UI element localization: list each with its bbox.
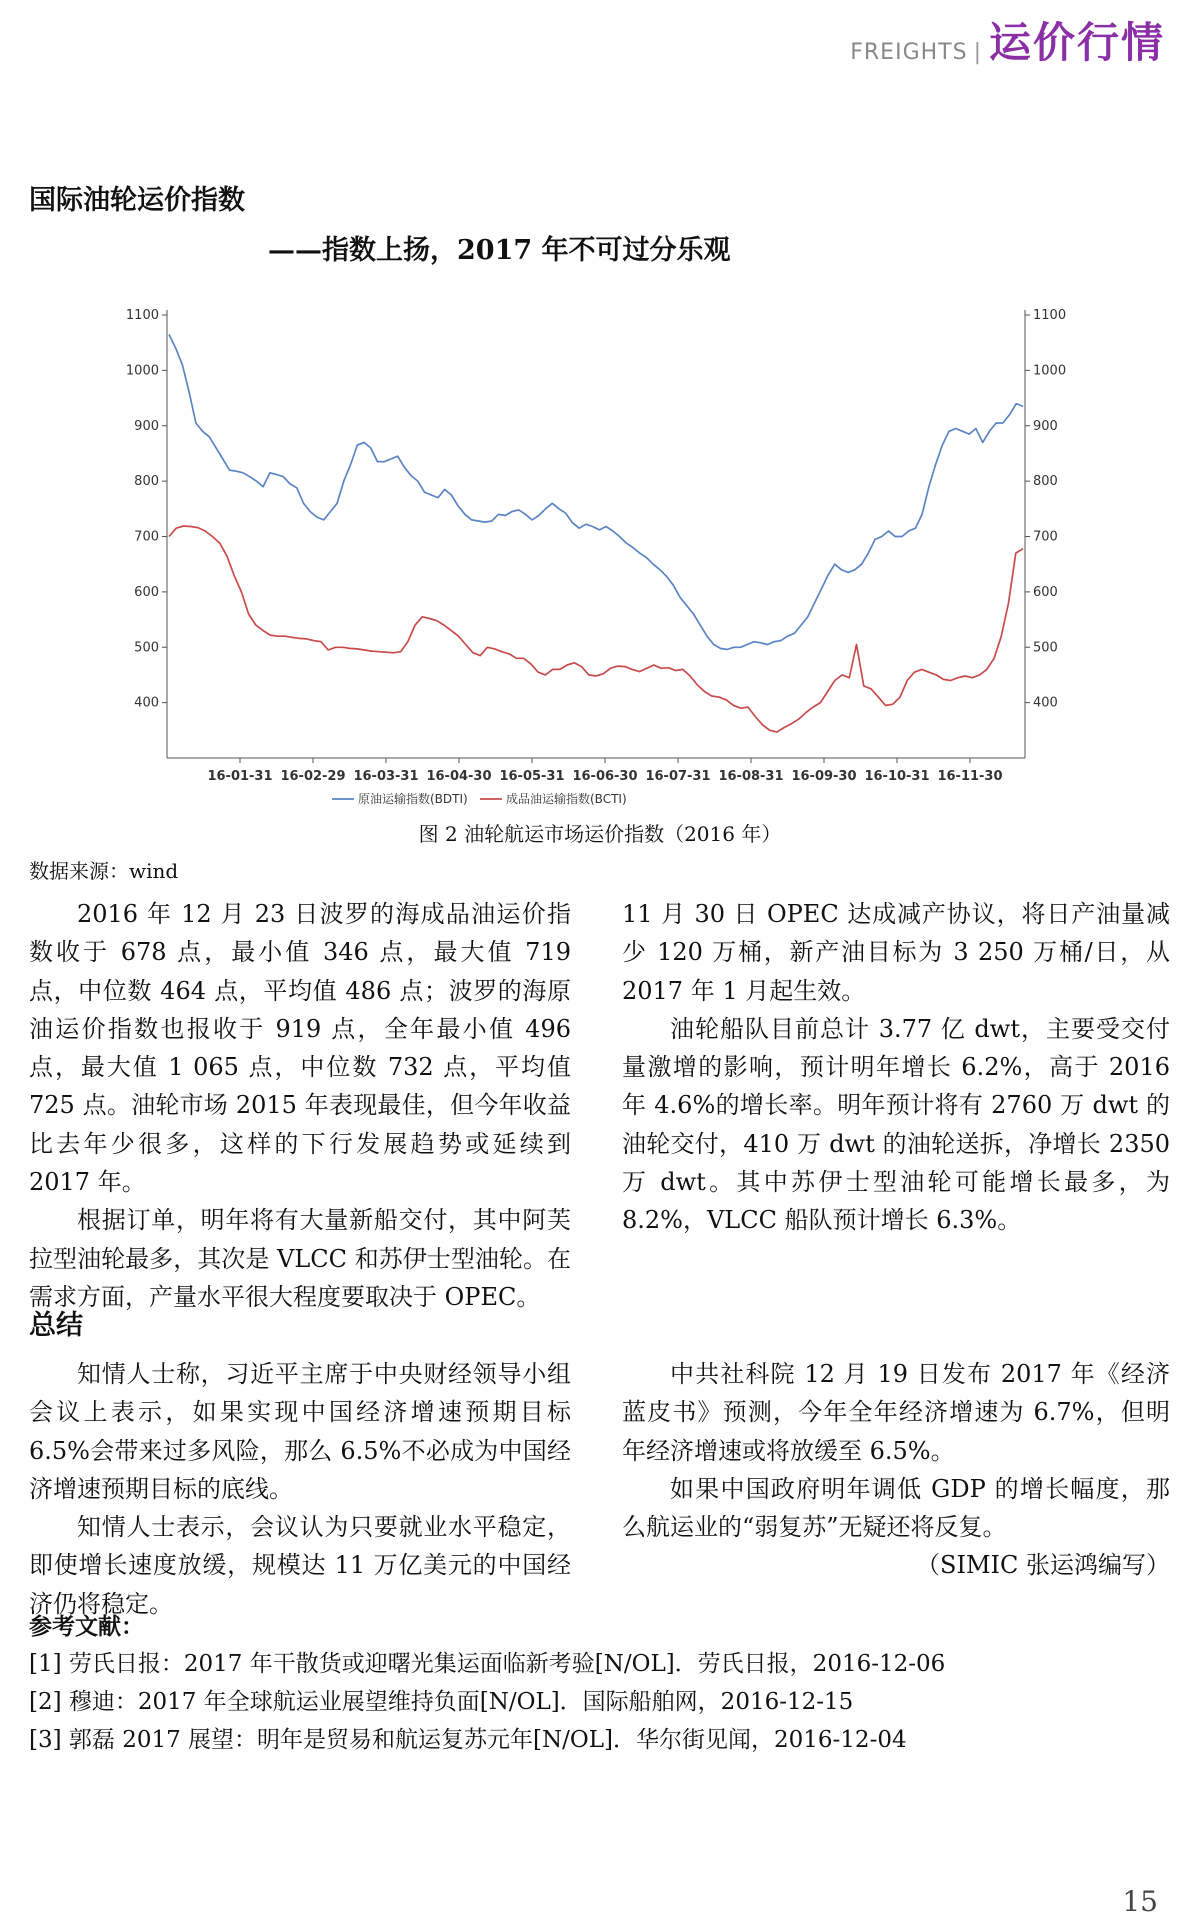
section-title-summary: 总结 <box>29 1310 83 1341</box>
paragraph: 中共社科院 12 月 19 日发布 2017 年《经济蓝皮书》预测，今年全年经济增速为 6.7%，但明年经济增速或将放缓至 6.5%。 <box>622 1360 1170 1465</box>
x-tick-label: 16-02-29 <box>280 769 346 784</box>
y-tick-label-right: 600 <box>1033 584 1058 600</box>
y-tick-label-left: 400 <box>134 695 159 711</box>
series-line-bdti <box>169 334 1023 649</box>
section1-right-column <box>622 895 1170 1240</box>
section-title-tanker-index: 国际油轮运价指数 <box>29 185 245 216</box>
x-tick-label: 16-06-30 <box>572 769 638 784</box>
x-tick-label: 16-01-31 <box>207 769 273 784</box>
paragraph: 知情人士称，习近平主席于中央财经领导小组会议上表示，如果实现中国经济增速预期目标 6.5%会带来过多风险，那么 6.5%不必成为中国经济增速预期目标的底线。 <box>29 1360 571 1503</box>
reference-item: [3] 郭磊 2017 展望：明年是贸易和航运复苏元年[N/OL]．华尔街见闻，2016-12-04 <box>29 1727 907 1753</box>
header-english: FREIGHTS <box>850 40 968 65</box>
references-title: 参考文献： <box>29 1614 144 1640</box>
x-tick-label: 16-07-31 <box>645 769 711 784</box>
x-tick-label: 16-08-31 <box>718 769 784 784</box>
section2-left-column <box>29 1355 571 1623</box>
section2-right-column <box>622 1355 1170 1585</box>
paragraph: 如果中国政府明年调低 GDP 的增长幅度，那么航运业的“弱复苏”无疑还将反复。 <box>622 1474 1170 1542</box>
reference-item: [2] 穆迪：2017 年全球航运业展望维持负面[N/OL]．国际船舶网，2016-12-15 <box>29 1689 854 1715</box>
y-tick-label-left: 600 <box>134 584 159 600</box>
x-tick-label: 16-11-30 <box>937 769 1003 784</box>
legend-label: 成品油运输指数(BCTI) <box>506 792 627 806</box>
reference-item: [1] 劳氏日报：2017 年干散货或迎曙光集运面临新考验[N/OL]．劳氏日报，2016-12-06 <box>29 1651 946 1677</box>
y-tick-label-right: 900 <box>1033 418 1058 434</box>
y-tick-label-left: 500 <box>134 640 159 656</box>
data-source: 数据来源：wind <box>29 859 179 883</box>
page-number: 15 <box>1122 1885 1158 1918</box>
paragraph: 油轮船队目前总计 3.77 亿 dwt，主要受交付量激增的影响，预计明年增长 6.2%，高于 2016 年 4.6%的增长率。明年预计将有 2760 万 dwt 的油轮交付，410 万 dwt 的油轮送拆，净增长 2350 万 dwt。其中苏伊士型油轮可能增长最多，为 8.2%，VLCC 船队预计增长 6.3%。 <box>622 1014 1170 1235</box>
y-tick-label-left: 700 <box>134 529 159 545</box>
y-tick-label-right: 1100 <box>1033 308 1067 323</box>
series-line-bcti <box>169 526 1023 732</box>
y-tick-label-right: 1000 <box>1033 363 1067 379</box>
y-tick-label-right: 800 <box>1033 474 1058 490</box>
legend-label: 原油运输指数(BDTI) <box>358 792 468 806</box>
y-tick-label-left: 800 <box>134 474 159 490</box>
section1-left-column <box>29 895 571 1316</box>
y-tick-label-left: 900 <box>134 418 159 434</box>
y-tick-label-right: 700 <box>1033 529 1058 545</box>
paragraph: 根据订单，明年将有大量新船交付，其中阿芙拉型油轮最多，其次是 VLCC 和苏伊士型油轮。在需求方面，产量水平很大程度要取决于 OPEC。 <box>29 1206 571 1311</box>
figure-caption: 图 2 油轮航运市场运价指数（2016 年） <box>418 822 782 846</box>
header-separator: | <box>973 40 981 65</box>
header-chinese: 运价行情 <box>988 18 1165 67</box>
section-subtitle: ——指数上扬，2017 年不可过分乐观 <box>268 235 731 266</box>
y-tick-label-right: 500 <box>1033 640 1058 656</box>
author-signature: （SIMIC 张运鸿编写） <box>916 1551 1170 1580</box>
x-tick-label: 16-04-30 <box>426 769 492 784</box>
y-tick-label-left: 1100 <box>125 308 159 323</box>
y-tick-label-left: 1000 <box>125 363 159 379</box>
chart-svg <box>110 290 1070 810</box>
x-tick-label: 16-05-31 <box>499 769 565 784</box>
tanker-index-chart <box>110 290 1070 810</box>
paragraph: 11 月 30 日 OPEC 达成减产协议，将日产油量减少 120 万桶，新产油目标为 3 250 万桶/日，从 2017 年 1 月起生效。 <box>622 900 1170 1005</box>
x-tick-label: 16-09-30 <box>791 769 857 784</box>
y-tick-label-right: 400 <box>1033 695 1058 711</box>
paragraph: 知情人士表示，会议认为只要就业水平稳定，即使增长速度放缓，规模达 11 万亿美元的中国经济仍将稳定。 <box>29 1513 571 1618</box>
x-tick-label: 16-10-31 <box>864 769 930 784</box>
page-header <box>850 10 1165 70</box>
x-tick-label: 16-03-31 <box>353 769 419 784</box>
references-list <box>29 1645 1179 1759</box>
paragraph: 2016 年 12 月 23 日波罗的海成品油运价指数收于 678 点，最小值 346 点，最大值 719 点，中位数 464 点，平均值 486 点；波罗的海原油运价指数也报收于 919 点，全年最小值 496 点，最大值 1 065 点，中位数 732 点，平均值 725 点。油轮市场 2015 年表现最佳，但今年收益比去年少很多，这样的下行发展趋势或延续到 2017 年。 <box>29 900 571 1197</box>
